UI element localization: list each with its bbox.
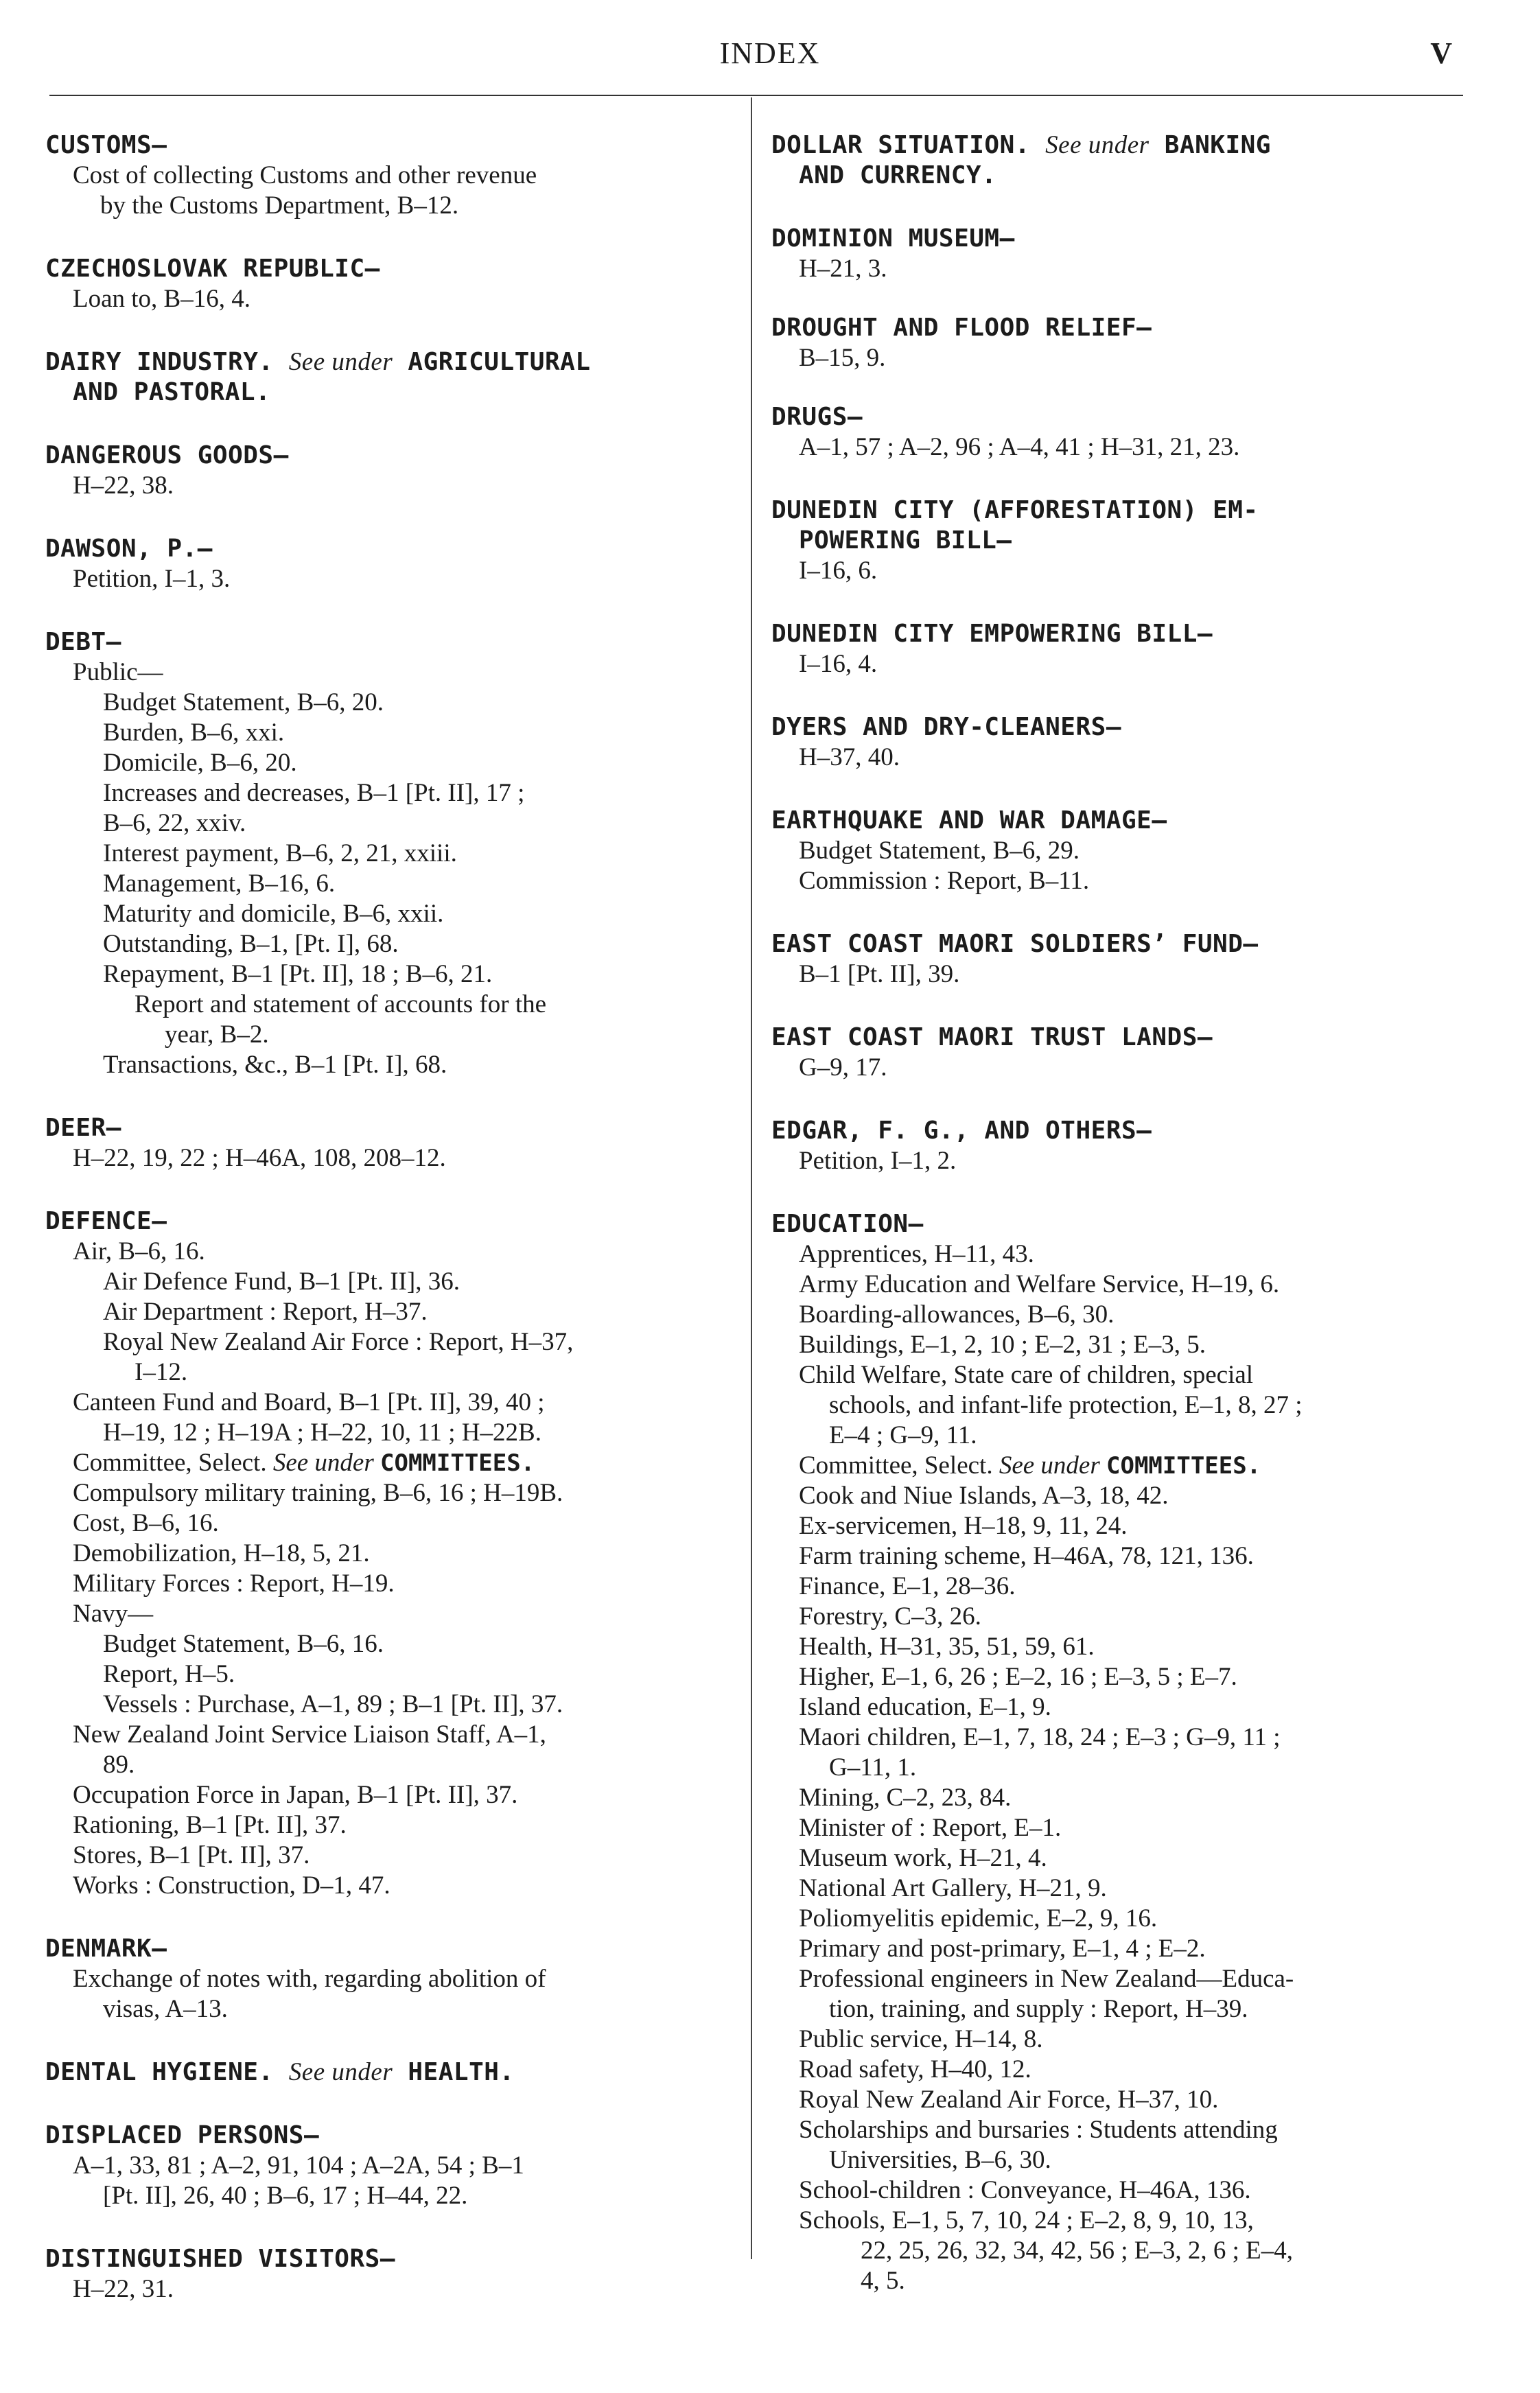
cross-reference: HEALTH. (408, 2058, 515, 2086)
entry-line: Petition, I–1, 3. (73, 565, 231, 593)
entry-line: Finance, E–1, 28–36. (799, 1572, 1016, 1600)
entry-line: Universities, B–6, 30. (829, 2146, 1051, 2174)
entry-line: Farm training scheme, H–46A, 78, 121, 136. (799, 1542, 1254, 1570)
index-entry-dominion-museum (771, 224, 1456, 284)
index-entry-dunedin-empowering (771, 619, 1456, 679)
entry-line: B–6, 22, xxiv. (103, 809, 246, 837)
entry-line: Higher, E–1, 6, 26 ; E–2, 16 ; E–3, 5 ; E–7. (799, 1663, 1237, 1691)
entry-line: Works : Construction, D–1, 47. (73, 1871, 390, 1900)
entry-line: A–1, 33, 81 ; A–2, 91, 104 ; A–2A, 54 ; B–1 (73, 2151, 524, 2180)
entry-line: Professional engineers in New Zealand—Educa- (799, 1965, 1294, 1993)
entry-line: 4, 5. (861, 2267, 905, 2295)
index-entry-education (771, 1209, 1456, 2296)
entry-line: Domicile, B–6, 20. (103, 749, 297, 777)
entry-heading-cont: AND PASTORAL. (73, 378, 271, 406)
index-entry-earthquake (771, 806, 1456, 896)
entry-line: I–16, 4. (799, 650, 878, 678)
entry-line: Occupation Force in Japan, B–1 [Pt. II], 37. (73, 1781, 518, 1809)
entry-line: Island education, E–1, 9. (799, 1693, 1051, 1721)
entry-heading: EAST COAST MAORI TRUST LANDS— (771, 1023, 1213, 1051)
entry-line: Maori children, E–1, 7, 18, 24 ; E–3 ; G–9, 11 ; (799, 1723, 1281, 1751)
entry-line: I–12. (135, 1358, 188, 1386)
committee-text: Committee, Select. (799, 1451, 993, 1480)
entry-heading (45, 2057, 730, 2088)
entry-line: Health, H–31, 35, 51, 59, 61. (799, 1633, 1095, 1661)
entry-line: visas, A–13. (103, 1995, 228, 2023)
entry-line: New Zealand Joint Service Liaison Staff, A–1, (73, 1720, 546, 1749)
entry-line: Compulsory military training, B–6, 16 ; H–19B. (73, 1479, 563, 1507)
entry-line: H–22, 31. (73, 2275, 174, 2303)
entry-line: Road safety, H–40, 12. (799, 2055, 1031, 2083)
entry-line: Vessels : Purchase, A–1, 89 ; B–1 [Pt. II], 37. (103, 1690, 563, 1718)
entry-line: Budget Statement, B–6, 16. (103, 1630, 384, 1658)
page-title: INDEX (719, 36, 821, 70)
entry-line: by the Customs Department, B–12. (100, 191, 459, 220)
entry-line: Budget Statement, B–6, 29. (799, 837, 1080, 865)
index-entry-dairy (45, 347, 730, 408)
index-entry-debt (45, 627, 730, 1080)
entry-heading-cont: POWERING BILL— (799, 526, 1012, 555)
entry-line: Exchange of notes with, regarding abolition of (73, 1965, 546, 1993)
entry-line: Primary and post-primary, E–1, 4 ; E–2. (799, 1935, 1206, 1963)
entry-line-committee (771, 1451, 1456, 1481)
entry-line: A–1, 57 ; A–2, 96 ; A–4, 41 ; H–31, 21, 23. (799, 433, 1240, 461)
entry-heading: EAST COAST MAORI SOLDIERS’ FUND— (771, 930, 1259, 958)
entry-line: Stores, B–1 [Pt. II], 37. (73, 1841, 310, 1869)
index-entry-distinguished-visitors (45, 2244, 730, 2304)
index-entry-dental-hygiene (45, 2057, 730, 2088)
entry-line: Air, B–6, 16. (73, 1237, 205, 1265)
see-under: See under (288, 2058, 393, 2086)
entry-heading: DYERS AND DRY-CLEANERS— (771, 713, 1121, 741)
entry-line: H–21, 3. (799, 255, 887, 283)
entry-line: Apprentices, H–11, 43. (799, 1240, 1034, 1268)
entry-line: Public service, H–14, 8. (799, 2025, 1043, 2053)
entry-line: Royal New Zealand Air Force, H–37, 10. (799, 2086, 1219, 2114)
entry-line: G–9, 17. (799, 1053, 887, 1082)
index-entry-dollar-situation (771, 130, 1456, 191)
index-entry-dangerous-goods (45, 441, 730, 501)
entry-heading: DUNEDIN CITY EMPOWERING BILL— (771, 620, 1213, 648)
entry-heading (45, 347, 730, 377)
entry-heading (771, 130, 1456, 161)
heading-text: DENTAL HYGIENE. (45, 2058, 274, 2086)
entry-line: Public— (73, 658, 163, 686)
entry-line: Burden, B–6, xxi. (103, 719, 285, 747)
entry-line: B–15, 9. (799, 344, 886, 372)
entry-line: Maturity and domicile, B–6, xxii. (103, 900, 444, 928)
see-under: See under (999, 1451, 1100, 1480)
header-rule (49, 95, 1463, 96)
entry-line: H–22, 38. (73, 471, 174, 500)
entry-line: Boarding-allowances, B–6, 30. (799, 1300, 1115, 1329)
entry-line-committee (45, 1448, 730, 1478)
heading-text: DOLLAR SITUATION. (771, 131, 1030, 159)
entry-line: tion, training, and supply : Report, H–39. (829, 1995, 1248, 2023)
entry-line: Budget Statement, B–6, 20. (103, 688, 384, 716)
index-entry-east-coast-soldiers-fund (771, 929, 1456, 990)
entry-line: G–11, 1. (829, 1753, 917, 1782)
entry-line: [Pt. II], 26, 40 ; B–6, 17 ; H–44, 22. (103, 2182, 468, 2210)
entry-line: Navy— (73, 1600, 154, 1628)
entry-line: Report, H–5. (103, 1660, 235, 1688)
index-entry-east-coast-trust-lands (771, 1023, 1456, 1083)
entry-heading: DUNEDIN CITY (AFFORESTATION) EM- (771, 496, 1259, 524)
entry-line: Loan to, B–16, 4. (73, 285, 250, 313)
entry-heading: DISTINGUISHED VISITORS— (45, 2245, 395, 2273)
index-entry-drugs (771, 402, 1456, 463)
page-number: V (1430, 36, 1452, 70)
cross-reference: COMMITTEES. (1106, 1452, 1261, 1480)
entry-heading: CUSTOMS— (45, 131, 167, 159)
entry-line: Petition, I–1, 2. (799, 1147, 957, 1175)
entry-line: H–19, 12 ; H–19A ; H–22, 10, 11 ; H–22B. (103, 1419, 541, 1447)
entry-line: Air Department : Report, H–37. (103, 1298, 428, 1326)
right-column (771, 130, 1456, 2296)
entry-line: Military Forces : Report, H–19. (73, 1569, 395, 1598)
index-entry-edgar (771, 1116, 1456, 1176)
entry-heading: DRUGS— (771, 403, 863, 431)
entry-heading: CZECHOSLOVAK REPUBLIC— (45, 255, 380, 283)
entry-line: Air Defence Fund, B–1 [Pt. II], 36. (103, 1268, 460, 1296)
entry-line: Commission : Report, B–11. (799, 867, 1090, 895)
entry-heading: DEBT— (45, 628, 121, 656)
entry-line: 89. (103, 1751, 135, 1779)
entry-heading: DOMINION MUSEUM— (771, 224, 1015, 253)
entry-heading: DENMARK— (45, 1935, 167, 1963)
cross-reference: COMMITTEES. (380, 1449, 535, 1477)
entry-line: Demobilization, H–18, 5, 21. (73, 1539, 370, 1567)
entry-line: Poliomyelitis epidemic, E–2, 9, 16. (799, 1904, 1158, 1933)
entry-line: Schools, E–1, 5, 7, 10, 24 ; E–2, 8, 9, 10, 13, (799, 2206, 1254, 2234)
entry-line: School-children : Conveyance, H–46A, 136. (799, 2176, 1251, 2204)
index-entry-denmark (45, 1934, 730, 2024)
entry-line: B–1 [Pt. II], 39. (799, 960, 960, 988)
entry-line: Museum work, H–21, 4. (799, 1844, 1047, 1872)
entry-heading: EARTHQUAKE AND WAR DAMAGE— (771, 806, 1167, 834)
entry-line: Canteen Fund and Board, B–1 [Pt. II], 39, 40 ; (73, 1388, 545, 1416)
left-column (45, 130, 730, 2304)
entry-line: Buildings, E–1, 2, 10 ; E–2, 31 ; E–3, 5. (799, 1331, 1206, 1359)
entry-heading: DISPLACED PERSONS— (45, 2121, 320, 2149)
entry-line: Repayment, B–1 [Pt. II], 18 ; B–6, 21. (103, 960, 493, 988)
entry-line: Transactions, &c., B–1 [Pt. I], 68. (103, 1051, 447, 1079)
entry-line: I–16, 6. (799, 557, 878, 585)
entry-line: Cook and Niue Islands, A–3, 18, 42. (799, 1482, 1169, 1510)
entry-line: National Art Gallery, H–21, 9. (799, 1874, 1107, 1902)
see-under: See under (272, 1449, 374, 1477)
entry-line: schools, and infant-life protection, E–1, 8, 27 ; (829, 1391, 1303, 1419)
entry-line: H–22, 19, 22 ; H–46A, 108, 208–12. (73, 1144, 446, 1172)
entry-line: H–37, 40. (799, 743, 900, 771)
entry-line: Cost, B–6, 16. (73, 1509, 219, 1537)
entry-line: Cost of collecting Customs and other revenue (73, 161, 537, 189)
index-entry-customs (45, 130, 730, 221)
index-entry-drought (771, 313, 1456, 373)
entry-line: Outstanding, B–1, [Pt. I], 68. (103, 930, 399, 958)
index-entry-czechoslovak (45, 254, 730, 314)
entry-line: Forestry, C–3, 26. (799, 1602, 981, 1631)
entry-line: 22, 25, 26, 32, 34, 42, 56 ; E–3, 2, 6 ; E–4, (861, 2237, 1294, 2265)
column-divider (751, 97, 752, 2259)
heading-text: DAIRY INDUSTRY. (45, 348, 274, 376)
index-entry-dawson (45, 534, 730, 594)
entry-line: Child Welfare, State care of children, special (799, 1361, 1254, 1389)
entry-line: Management, B–16, 6. (103, 869, 336, 898)
entry-heading: DEER— (45, 1114, 121, 1142)
cross-reference: AGRICULTURAL (408, 348, 591, 376)
entry-heading: DAWSON, P.— (45, 535, 213, 563)
index-entry-displaced-persons (45, 2121, 730, 2211)
committee-text: Committee, Select. (73, 1449, 267, 1477)
index-entry-dyers (771, 712, 1456, 773)
entry-heading: EDUCATION— (771, 1210, 924, 1238)
entry-line: Scholarships and bursaries : Students attending (799, 2116, 1278, 2144)
index-entry-defence (45, 1206, 730, 1901)
cross-reference: BANKING (1164, 131, 1271, 159)
entry-heading-cont: AND CURRENCY. (799, 161, 997, 189)
entry-heading: DROUGHT AND FLOOD RELIEF— (771, 314, 1152, 342)
entry-line: Mining, C–2, 23, 84. (799, 1784, 1012, 1812)
entry-line: year, B–2. (165, 1020, 269, 1049)
see-under: See under (288, 348, 393, 376)
entry-heading: EDGAR, F. G., AND OTHERS— (771, 1117, 1152, 1145)
page-header (0, 36, 1540, 77)
entry-line: Report and statement of accounts for the (135, 990, 547, 1018)
entry-heading: DANGEROUS GOODS— (45, 441, 289, 469)
entry-line: Rationing, B–1 [Pt. II], 37. (73, 1811, 347, 1839)
entry-line: E–4 ; G–9, 11. (829, 1421, 977, 1449)
entry-line: Increases and decreases, B–1 [Pt. II], 17 ; (103, 779, 525, 807)
entry-line: Ex-servicemen, H–18, 9, 11, 24. (799, 1512, 1128, 1540)
entry-heading: DEFENCE— (45, 1207, 167, 1235)
entry-line: Army Education and Welfare Service, H–19, 6. (799, 1270, 1280, 1298)
index-entry-deer (45, 1113, 730, 1174)
index-entry-dunedin-afforestation (771, 495, 1456, 586)
entry-line: Minister of : Report, E–1. (799, 1814, 1062, 1842)
entry-line: Interest payment, B–6, 2, 21, xxiii. (103, 839, 457, 867)
see-under: See under (1045, 131, 1150, 159)
entry-line: Royal New Zealand Air Force : Report, H–37, (103, 1328, 574, 1356)
